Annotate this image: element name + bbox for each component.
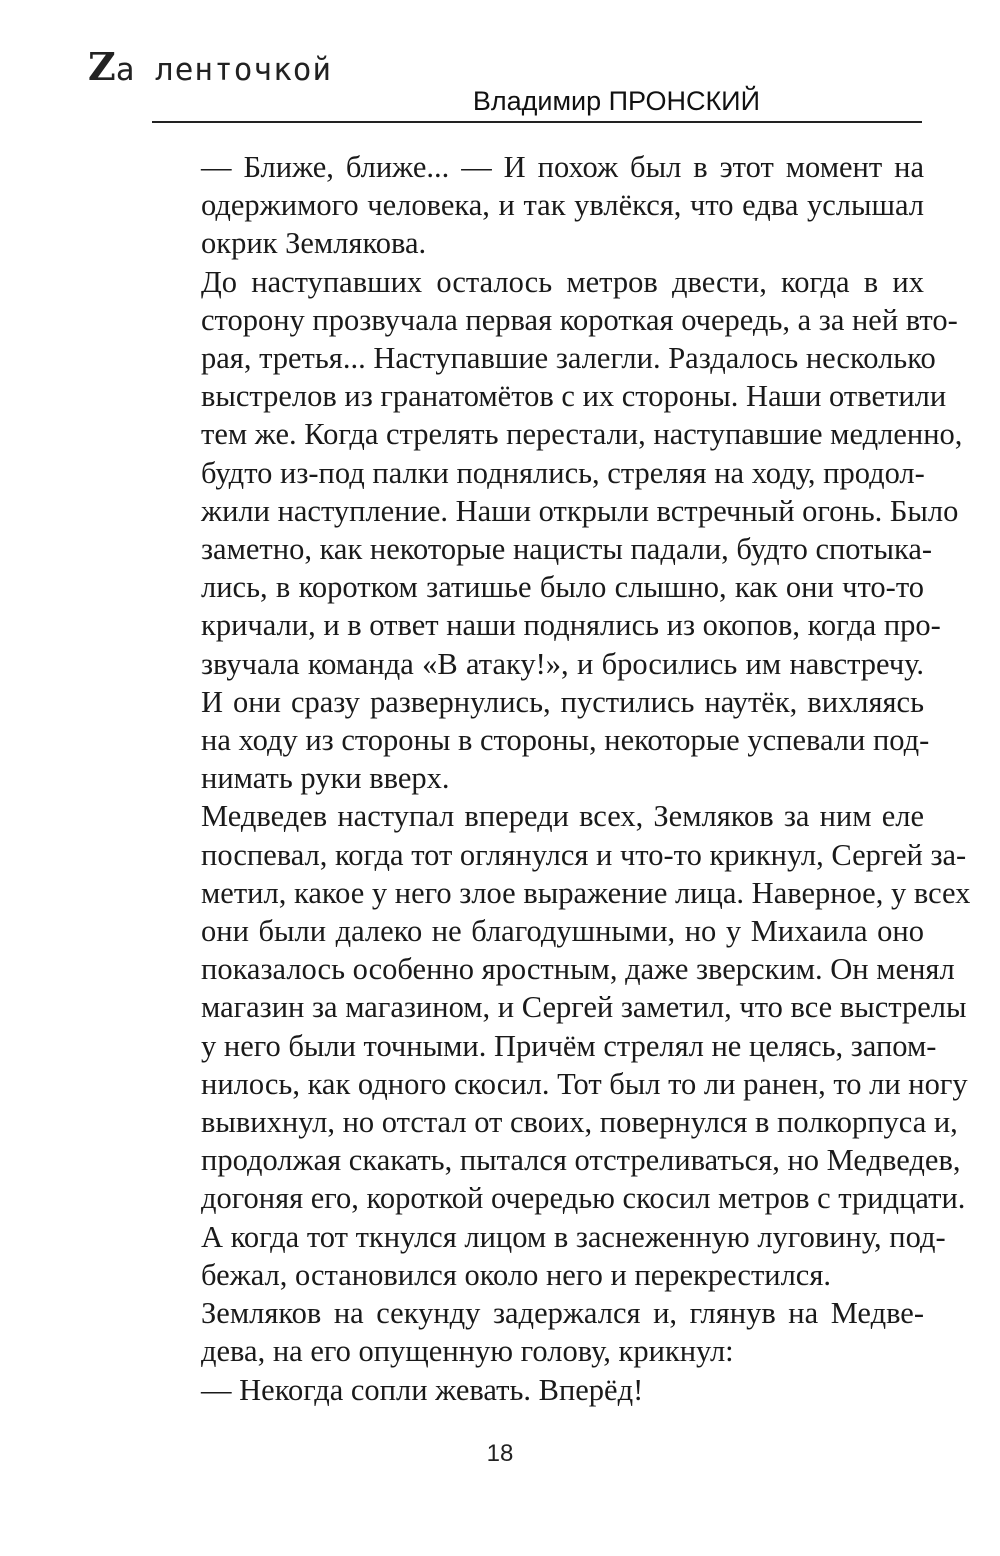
paragraph (154, 797, 971, 1294)
text-line: До наступавших осталось метров двести, когда в их (201, 264, 924, 299)
page-number: 18 (486, 1440, 514, 1467)
paragraph (154, 1371, 924, 1409)
text-line: тем же. Когда стрелять перестали, наступавшие медленно, (201, 417, 963, 452)
series-title-text: а ленточкой (115, 52, 333, 88)
text-line: у него были точными. Причём стрелял не целясь, запом- (201, 1028, 937, 1063)
text-line: продолжая скакать, пытался отстреливаться, но Медведев, (201, 1143, 961, 1178)
text-line: они были далеко не благодушными, но у Михаила оно (201, 914, 924, 949)
text-line: рая, третья... Наступавшие залегли. Раздалось несколько (201, 341, 936, 376)
text-line: вывихнул, но отстал от своих, повернулся в полкорпуса и, (201, 1105, 958, 1140)
body-text (154, 148, 971, 1409)
text-line: — Некогда сопли жевать. Вперёд! (201, 1372, 644, 1407)
header-divider (152, 121, 922, 123)
text-line: А когда тот ткнулся лицом в заснеженную луговину, под- (201, 1219, 946, 1254)
text-line: — Ближе, ближе... — И похож был в этот момент на (201, 150, 924, 184)
text-line: поспевал, когда тот оглянулся и что-то крикнул, Сергей за- (201, 837, 967, 872)
text-line: бежал, остановился около него и перекрестился. (201, 1257, 832, 1292)
text-line: выстрелов из гранатомётов с их стороны. Наши ответили (201, 379, 947, 414)
text-line: И они сразу развернулись, пустились наутёк, вихляясь (201, 684, 924, 719)
text-line: догоняя его, короткой очередью скосил метров с тридцати. (201, 1181, 966, 1216)
text-line: нилось, как одного скосил. Тот был то ли ранен, то ли ногу (201, 1066, 968, 1101)
text-line: лись, в коротком затишье было слышно, как они что-то (201, 570, 924, 605)
text-line: заметно, как некоторые нацисты падали, будто спотыка- (201, 532, 933, 567)
text-line: Медведев наступал впереди всех, Земляков за ним еле (201, 799, 924, 834)
series-title-initial: Z (88, 44, 116, 89)
text-line: нимать руки вверх. (201, 761, 450, 796)
text-line: Земляков на секунду задержался и, глянув на Медве- (201, 1296, 924, 1331)
series-title (88, 44, 332, 89)
text-line: метил, какое у него злое выражение лица. Наверное, у всех (201, 875, 971, 910)
text-line: одержимого человека, и так увлёкся, что едва услышал (201, 188, 924, 223)
text-line: на ходу из стороны в стороны, некоторые успевали под- (201, 723, 930, 758)
text-line: сторону прозвучала первая короткая очередь, а за ней вто- (201, 302, 958, 337)
text-line: показалось особенно яростным, даже зверским. Он менял (201, 952, 955, 987)
paragraph (154, 263, 963, 798)
text-line: кричали, и в ответ наши поднялись из окопов, когда про- (201, 608, 941, 643)
text-line: звучала команда «В атаку!», и бросились им навстречу. (201, 646, 924, 681)
paragraph (154, 148, 924, 263)
text-line: жили наступление. Наши открыли встречный огонь. Было (201, 493, 959, 528)
text-line: дева, на его опущенную голову, крикнул: (201, 1334, 734, 1369)
paragraph (154, 1294, 924, 1370)
author-name: Владимир ПРОНСКИЙ (472, 86, 760, 116)
text-line: окрик Землякова. (201, 226, 427, 261)
text-line: будто из-под палки поднялись, стреляя на ходу, продол- (201, 455, 925, 490)
text-line: магазин за магазином, и Сергей заметил, что все выстрелы (201, 990, 967, 1025)
